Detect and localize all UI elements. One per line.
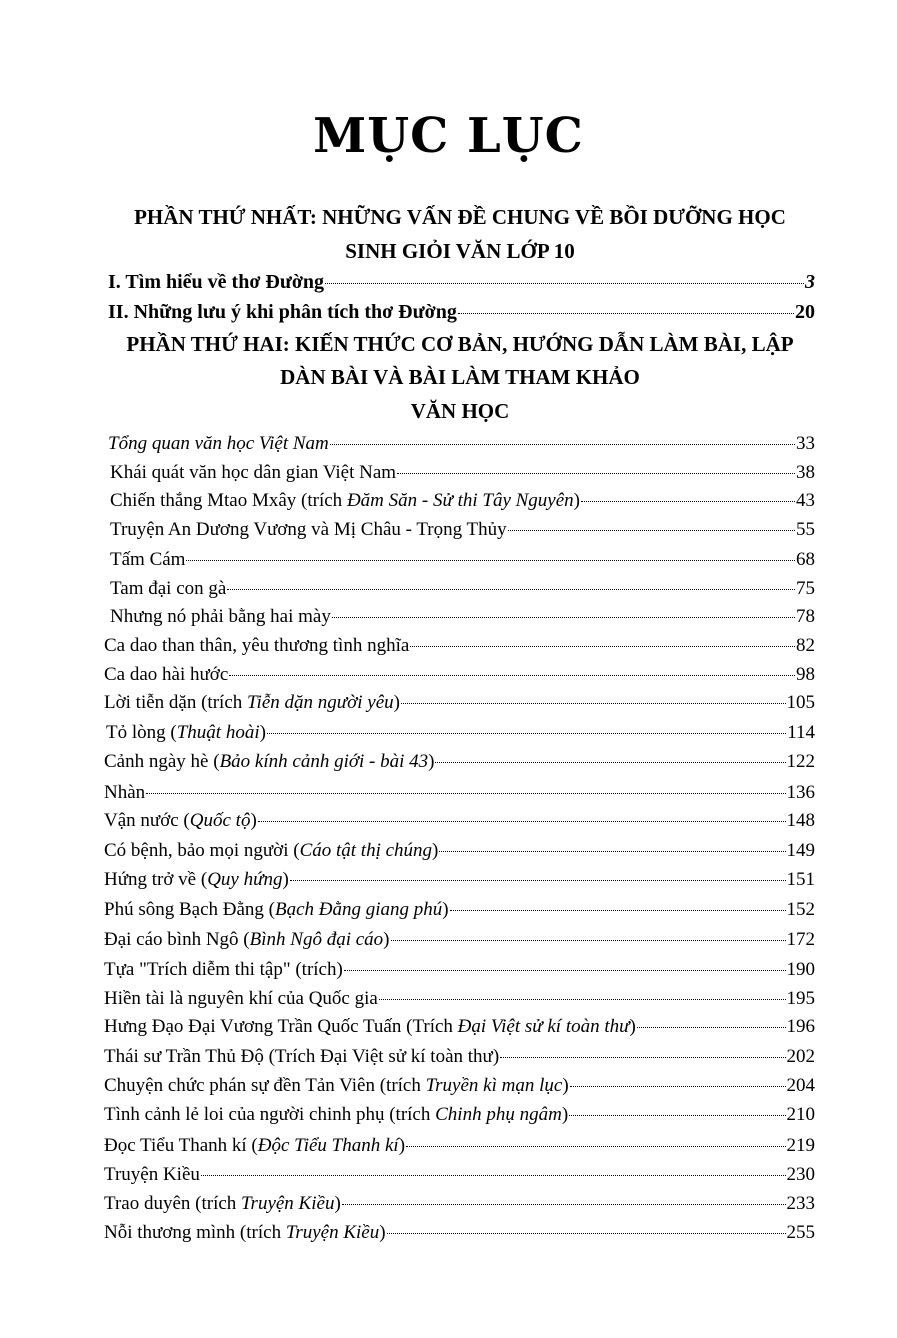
toc-entry	[104, 1103, 815, 1127]
toc-entry-page-number: 122	[786, 751, 815, 772]
toc-entry	[110, 548, 815, 572]
toc-leader-dots	[186, 560, 795, 561]
toc-entry	[104, 958, 815, 982]
toc-entry	[104, 987, 815, 1011]
toc-entry-title	[104, 1163, 200, 1187]
toc-leader-dots	[439, 851, 785, 852]
toc-entry-title-text: Trao duyên (trích	[104, 1193, 242, 1214]
part-one-heading-line2: SINH GIỎI VĂN LỚP 10	[345, 239, 575, 263]
toc-entry-title-text: )	[573, 490, 580, 511]
toc-entry-title-text: Tấm Cám	[110, 549, 186, 570]
toc-entry-title-italic: Đại Việt sử kí toàn thư	[457, 1016, 630, 1037]
toc-entry-title-text: Hưng Đạo Đại Vương Trần Quốc Tuấn (Trích	[104, 1016, 458, 1037]
toc-entry-title-italic: Thuật hoài	[176, 722, 260, 743]
toc-entry-title-text: Đại cáo bình Ngô (	[104, 929, 250, 950]
toc-entry-title	[104, 1221, 386, 1245]
toc-entry	[110, 518, 815, 542]
toc-leader-dots	[435, 762, 785, 763]
toc-entry	[104, 1045, 815, 1069]
toc-entry-page-number: 204	[786, 1075, 815, 1096]
toc-entry	[104, 691, 815, 715]
toc-entry-title-text: Thái sư Trần Thủ Độ (Trích Đại Việt sử kí toàn thư)	[104, 1046, 500, 1067]
toc-leader-dots	[397, 473, 795, 474]
toc-entry-title-text: Nhàn	[104, 782, 146, 803]
toc-entry	[104, 928, 815, 952]
toc-leader-dots	[391, 940, 786, 941]
toc-entry-page-number: 3	[805, 271, 815, 293]
toc-entry-title-italic: Bình Ngô đại cáo	[249, 929, 384, 950]
toc-entry	[104, 663, 815, 687]
toc-entry-page-number: 230	[786, 1164, 815, 1185]
toc-entry-title-italic: Truyền kì mạn lục	[425, 1075, 563, 1096]
toc-entry-title	[110, 489, 580, 513]
toc-leader-dots	[201, 1175, 786, 1176]
toc-entry-title	[104, 634, 409, 658]
toc-entry-title	[104, 781, 145, 805]
toc-leader-dots	[344, 970, 786, 971]
toc-entry-title-text: Nỗi thương mình (trích	[104, 1222, 286, 1243]
toc-entry-title-text: )	[428, 751, 435, 772]
toc-entry	[104, 750, 815, 774]
toc-entry	[104, 1192, 815, 1216]
toc-entry	[110, 605, 815, 629]
toc-entry-page-number: 82	[796, 635, 815, 656]
toc-leader-dots	[458, 313, 794, 314]
toc-entry	[104, 1015, 815, 1039]
toc-entry-title-text: Hiền tài là nguyên khí của Quốc gia	[104, 988, 378, 1009]
toc-entry	[104, 1074, 815, 1098]
toc-entry-title	[110, 548, 185, 572]
toc-leader-dots	[410, 646, 795, 647]
toc-entry-title	[104, 1074, 569, 1098]
toc-entry-title-text: Tựa "Trích diễm thi tập" (trích)	[104, 959, 343, 980]
toc-entry-title-text: Chuyện chức phán sự đền Tản Viên (trích	[104, 1075, 426, 1096]
toc-entry-title-text: Vận nước (	[104, 810, 190, 831]
toc-entry	[104, 1163, 815, 1187]
toc-entry	[104, 868, 815, 892]
toc-entry-title	[110, 605, 331, 629]
toc-entry-title-text: I. Tìm hiểu về thơ Đường	[108, 271, 325, 293]
toc-entry-title-italic: Tổng quan văn học Việt Nam	[108, 433, 329, 454]
toc-leader-dots	[569, 1115, 785, 1116]
toc-entry-title-text: )	[562, 1075, 569, 1096]
toc-entry-title	[104, 958, 343, 982]
toc-leader-dots	[258, 821, 786, 822]
toc-entry-title	[104, 1045, 499, 1069]
toc-entry-title	[110, 577, 226, 601]
toc-entry	[110, 461, 815, 485]
toc-entry	[106, 721, 815, 745]
toc-entry-title-text: II. Những lưu ý khi phân tích thơ Đường	[108, 301, 457, 323]
toc-entry-page-number: 33	[796, 433, 815, 454]
toc-entry-page-number: 148	[786, 810, 815, 831]
part-one-heading-line1: PHẦN THỨ NHẤT: NHỮNG VẤN ĐỀ CHUNG VỀ BỒI DƯỠNG HỌC	[134, 205, 786, 229]
toc-entry-title	[110, 461, 396, 485]
toc-entry-title	[104, 809, 257, 833]
toc-leader-dots	[379, 999, 786, 1000]
toc-entry	[108, 270, 815, 294]
toc-entry-title-text: )	[282, 869, 289, 890]
page-title: MỤC LỤC	[313, 108, 584, 164]
toc-entry-page-number: 43	[796, 490, 815, 511]
toc-entry-title-text: )	[561, 1104, 569, 1125]
toc-entry	[104, 1134, 815, 1158]
toc-entry-page-number: 114	[787, 722, 815, 743]
toc-entry-title-text: Lời tiễn dặn (trích	[104, 692, 248, 713]
toc-entry-page-number: 98	[796, 664, 815, 685]
toc-leader-dots	[332, 617, 795, 618]
toc-entry-title-italic: Đăm Săn - Sử thi Tây Nguyên	[346, 490, 574, 511]
toc-leader-dots	[508, 530, 795, 531]
toc-entry-title	[108, 270, 324, 294]
toc-entry-title-text: )	[379, 1222, 386, 1243]
toc-entry-page-number: 195	[786, 988, 815, 1009]
toc-entry-page-number: 196	[786, 1016, 815, 1037]
toc-entry-title-italic: Bảo kính cảnh giới - bài 43	[219, 751, 429, 772]
toc-leader-dots	[229, 675, 795, 676]
toc-entry-page-number: 55	[796, 519, 815, 540]
toc-entry-title-text: Tỏ lòng (	[106, 722, 177, 743]
toc-entry-page-number: 105	[786, 692, 815, 713]
toc-leader-dots	[450, 910, 786, 911]
toc-entry-title-text: Chiến thắng Mtao Mxây (trích	[110, 490, 347, 511]
toc-leader-dots	[330, 444, 795, 445]
toc-entry-page-number: 172	[786, 929, 815, 950]
toc-entry-title-text: Khái quát văn học dân gian Việt Nam	[110, 462, 397, 483]
toc-entry-title	[106, 721, 266, 745]
toc-entry-title-italic: Cáo tật thị chúng	[299, 840, 433, 861]
toc-entry-title-italic: Quốc tộ	[189, 810, 251, 831]
toc-entry-title-text: )	[383, 929, 390, 950]
toc-entry	[110, 577, 815, 601]
toc-entry-title-text: Ca dao than thân, yêu thương tình nghĩa	[104, 635, 410, 656]
toc-entry-title-text: Hứng trở về (	[104, 869, 208, 890]
toc-entry-title-italic: Độc Tiểu Thanh kí	[257, 1135, 399, 1156]
toc-leader-dots	[227, 589, 795, 590]
toc-entry-title-text: Phú sông Bạch Đằng (	[104, 899, 275, 920]
toc-entry-title	[110, 518, 507, 542]
toc-entry-title	[104, 987, 378, 1011]
toc-entry-title-text: Tam đại con gà	[110, 578, 227, 599]
toc-leader-dots	[637, 1027, 786, 1028]
toc-entry-title-italic: Quy hứng	[207, 869, 283, 890]
toc-entry-page-number: 210	[786, 1104, 815, 1125]
toc-leader-dots	[325, 283, 804, 284]
toc-leader-dots	[500, 1057, 785, 1058]
toc-entry-title-text: )	[393, 692, 400, 713]
toc-entry-title	[104, 750, 434, 774]
toc-entry	[104, 809, 815, 833]
toc-entry-page-number: 149	[786, 840, 815, 861]
toc-leader-dots	[406, 1146, 785, 1147]
toc-entry-title	[104, 898, 449, 922]
toc-entry-title	[104, 839, 438, 863]
toc-entry-title-text: Ca dao hài hước	[104, 664, 229, 685]
toc-entry-title-text: Truyện Kiều	[104, 1164, 200, 1185]
toc-entry-title	[104, 1015, 636, 1039]
toc-entry-page-number: 75	[796, 578, 815, 599]
toc-entry	[104, 1221, 815, 1245]
section-heading-van-hoc: VĂN HỌC	[410, 399, 510, 423]
toc-leader-dots	[570, 1086, 786, 1087]
toc-leader-dots	[342, 1204, 786, 1205]
toc-entry-title-italic: Tiễn dặn người yêu	[247, 692, 394, 713]
toc-entry	[104, 781, 815, 805]
toc-entry-page-number: 202	[786, 1046, 815, 1067]
toc-entry	[108, 432, 815, 456]
toc-entry-title-text: Truyện An Dương Vương và Mị Châu - Trọng Thủy	[110, 519, 507, 540]
toc-entry-title	[104, 1103, 568, 1127]
part-two-heading-line1: PHẦN THỨ HAI: KIẾN THỨC CƠ BẢN, HƯỚNG DẪN LÀM BÀI, LẬP	[126, 332, 794, 356]
toc-entry	[104, 634, 815, 658]
toc-entry-title-text: Cảnh ngày hè (	[104, 751, 220, 772]
toc-entry	[110, 489, 815, 513]
toc-entry-title	[104, 928, 390, 952]
toc-entry-title	[104, 1134, 405, 1158]
toc-entry-title-text: )	[442, 899, 449, 920]
toc-entry-page-number: 68	[796, 549, 815, 570]
part-two-heading-line2: DÀN BÀI VÀ BÀI LÀM THAM KHẢO	[280, 365, 640, 389]
toc-entry-page-number: 151	[786, 869, 815, 890]
toc-entry-title	[104, 691, 400, 715]
toc-entry-page-number: 78	[796, 606, 815, 627]
toc-entry-title-text: Có bệnh, bảo mọi người (	[104, 840, 300, 861]
toc-entry-title-text: )	[334, 1193, 341, 1214]
toc-entry-page-number: 255	[786, 1222, 815, 1243]
toc-entry	[108, 300, 815, 324]
toc-entry-title-italic: Truyện Kiều	[241, 1193, 335, 1214]
toc-entry-page-number: 190	[786, 959, 815, 980]
toc-entry-page-number: 219	[786, 1135, 815, 1156]
toc-entry-title-text: )	[250, 810, 257, 831]
toc-leader-dots	[290, 880, 786, 881]
toc-entry-title	[104, 663, 228, 687]
toc-leader-dots	[267, 733, 786, 734]
toc-entry-title-text: Tình cảnh lẻ loi của người chinh phụ (trích	[104, 1104, 436, 1125]
toc-entry-title	[108, 300, 457, 324]
toc-entry-page-number: 233	[786, 1193, 815, 1214]
toc-entry-title-text: )	[398, 1135, 406, 1156]
toc-entry-title-italic: Chinh phụ ngâm	[435, 1104, 562, 1125]
toc-entry-title-text: )	[432, 840, 439, 861]
toc-entry-title-italic: Bạch Đằng giang phú	[274, 899, 443, 920]
toc-entry-title-italic: Truyện Kiều	[285, 1222, 380, 1243]
toc-entry-title-text: Đọc Tiểu Thanh kí (	[104, 1135, 258, 1156]
toc-entry-page-number: 152	[786, 899, 815, 920]
toc-entry-title-text: Nhưng nó phải bằng hai mày	[110, 606, 331, 627]
toc-leader-dots	[401, 703, 786, 704]
toc-entry	[104, 898, 815, 922]
toc-entry-page-number: 38	[796, 462, 815, 483]
toc-entry	[104, 839, 815, 863]
toc-entry-page-number: 136	[786, 782, 815, 803]
toc-entry-title	[104, 1192, 341, 1216]
toc-entry-title-text: )	[259, 722, 266, 743]
toc-entry-title	[108, 432, 329, 456]
toc-entry-title	[104, 868, 289, 892]
toc-entry-page-number: 20	[795, 301, 815, 323]
toc-leader-dots	[387, 1233, 786, 1234]
toc-entry-title-text: )	[629, 1016, 636, 1037]
toc-leader-dots	[146, 793, 785, 794]
toc-leader-dots	[581, 501, 795, 502]
